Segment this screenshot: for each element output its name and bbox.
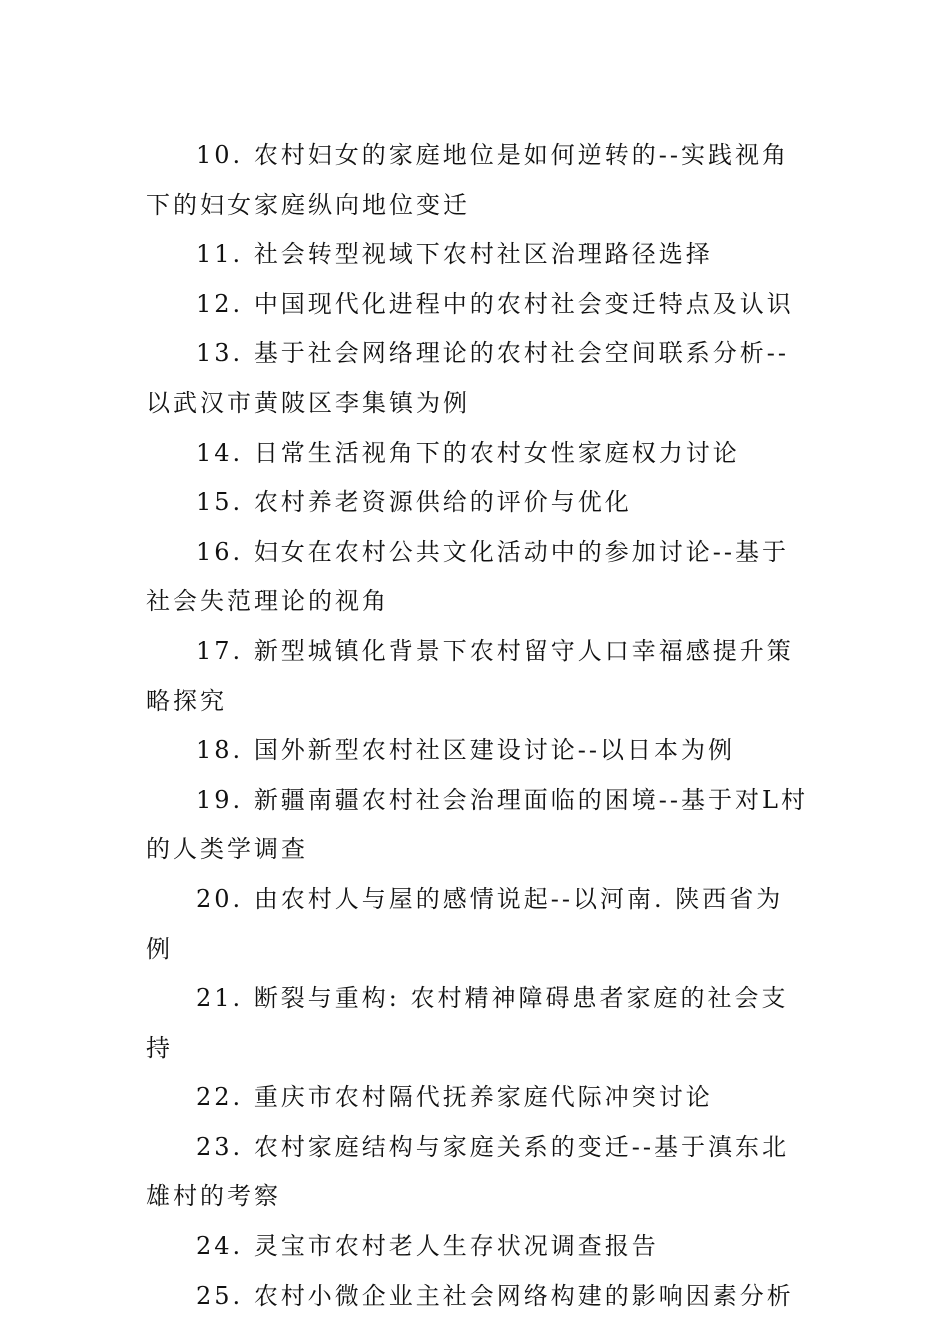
item-title: 妇女在农村公共文化活动中的参加讨论--基于社会失范理论的视角: [146, 537, 790, 616]
item-number: 24.: [196, 1232, 244, 1261]
item-number: 19.: [196, 785, 244, 814]
topic-list: [146, 131, 808, 1321]
item-number: 14.: [196, 438, 244, 467]
list-item: [146, 974, 808, 1073]
item-number: 15.: [196, 488, 244, 517]
item-number: 21.: [196, 984, 244, 1013]
item-number: 10.: [196, 141, 244, 169]
item-number: 23.: [196, 1132, 244, 1161]
item-title: 农村家庭结构与家庭关系的变迁--基于滇东北雄村的考察: [146, 1132, 790, 1211]
list-item: [146, 627, 808, 726]
item-title: 灵宝市农村老人生存状况调查报告: [253, 1232, 659, 1261]
item-number: 12.: [196, 289, 244, 318]
list-item: [146, 280, 808, 330]
item-number: 25.: [196, 1281, 244, 1310]
list-item: [146, 131, 808, 230]
item-title: 中国现代化进程中的农村社会变迁特点及认识: [253, 289, 794, 318]
item-title: 新疆南疆农村社会治理面临的困境--基于对L村的人类学调查: [146, 785, 808, 864]
list-item: [146, 1272, 808, 1322]
item-title: 国外新型农村社区建设讨论--以日本为例: [253, 736, 736, 765]
item-title: 基于社会网络理论的农村社会空间联系分析--以武汉市黄陂区李集镇为例: [146, 339, 790, 417]
item-title: 农村小微企业主社会网络构建的影响因素分析: [253, 1281, 794, 1310]
list-item: [146, 478, 808, 528]
list-item: [146, 429, 808, 479]
item-number: 18.: [196, 736, 244, 765]
list-item: [146, 1222, 808, 1272]
item-number: 16.: [196, 537, 244, 566]
item-number: 22.: [196, 1083, 244, 1112]
list-item: [146, 726, 808, 776]
list-item: [146, 528, 808, 627]
item-number: 17.: [196, 636, 244, 665]
item-title: 社会转型视域下农村社区治理路径选择: [253, 240, 713, 269]
item-number: 20.: [196, 884, 244, 913]
item-title: 农村养老资源供给的评价与优化: [253, 488, 632, 517]
list-item: [146, 329, 808, 428]
item-title: 由农村人与屋的感情说起--以河南. 陕西省为例: [146, 884, 784, 963]
item-number: 13.: [196, 339, 244, 368]
list-item: [146, 230, 808, 280]
item-title: 农村妇女的家庭地位是如何逆转的--实践视角下的妇女家庭纵向地位变迁: [146, 141, 790, 219]
list-item: [146, 875, 808, 974]
list-item: [146, 776, 808, 875]
item-title: 重庆市农村隔代抚养家庭代际冲突讨论: [253, 1083, 713, 1112]
item-title: 断裂与重构: 农村精神障碍患者家庭的社会支持: [146, 984, 789, 1062]
item-number: 11.: [196, 240, 244, 269]
item-title: 新型城镇化背景下农村留守人口幸福感提升策略探究: [146, 636, 794, 715]
list-item: [146, 1123, 808, 1222]
item-title: 日常生活视角下的农村女性家庭权力讨论: [253, 438, 740, 467]
list-item: [146, 1073, 808, 1123]
